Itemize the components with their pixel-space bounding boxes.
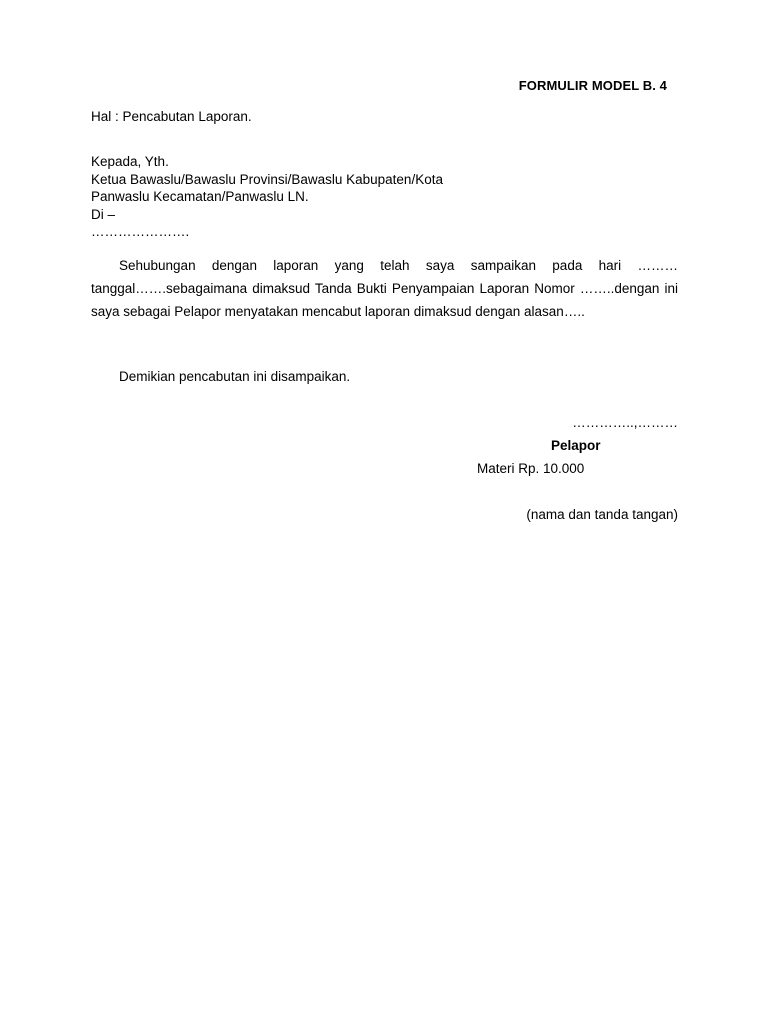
signer-role: Pelapor [551, 438, 601, 453]
body-paragraph: Sehubungan dengan laporan yang telah saya sampaikan pada hari ……… tanggal…….sebagaimana dimaksud Tanda Bukti Penyampaian Laporan Nomor ……..dengan ini saya sebagai Pelapor menyatakan mencabut laporan dimaksud dengan alasan….. [91, 258, 678, 319]
signature-name-note: (nama dan tanda tangan) [526, 507, 678, 522]
form-code: FORMULIR MODEL B. 4 [518, 78, 667, 93]
subject-line: Hal : Pencabutan Laporan. [91, 109, 252, 124]
stamp-duty-note: Materi Rp. 10.000 [477, 461, 585, 476]
recipient-title: Ketua Bawaslu/Bawaslu Provinsi/Bawaslu Kabupaten/Kota [91, 171, 443, 187]
recipient-salutation: Kepada, Yth. [91, 154, 169, 169]
recipient-location-label: Di – [91, 206, 116, 222]
recipient-location-blank: …………………. [91, 224, 190, 239]
recipient-title-continued: Panwaslu Kecamatan/Panwaslu LN. [91, 189, 309, 204]
recipient-block [91, 153, 443, 241]
place-date-blank: …………..,……… [572, 415, 678, 430]
closing-statement: Demikian pencabutan ini disampaikan. [119, 369, 351, 384]
